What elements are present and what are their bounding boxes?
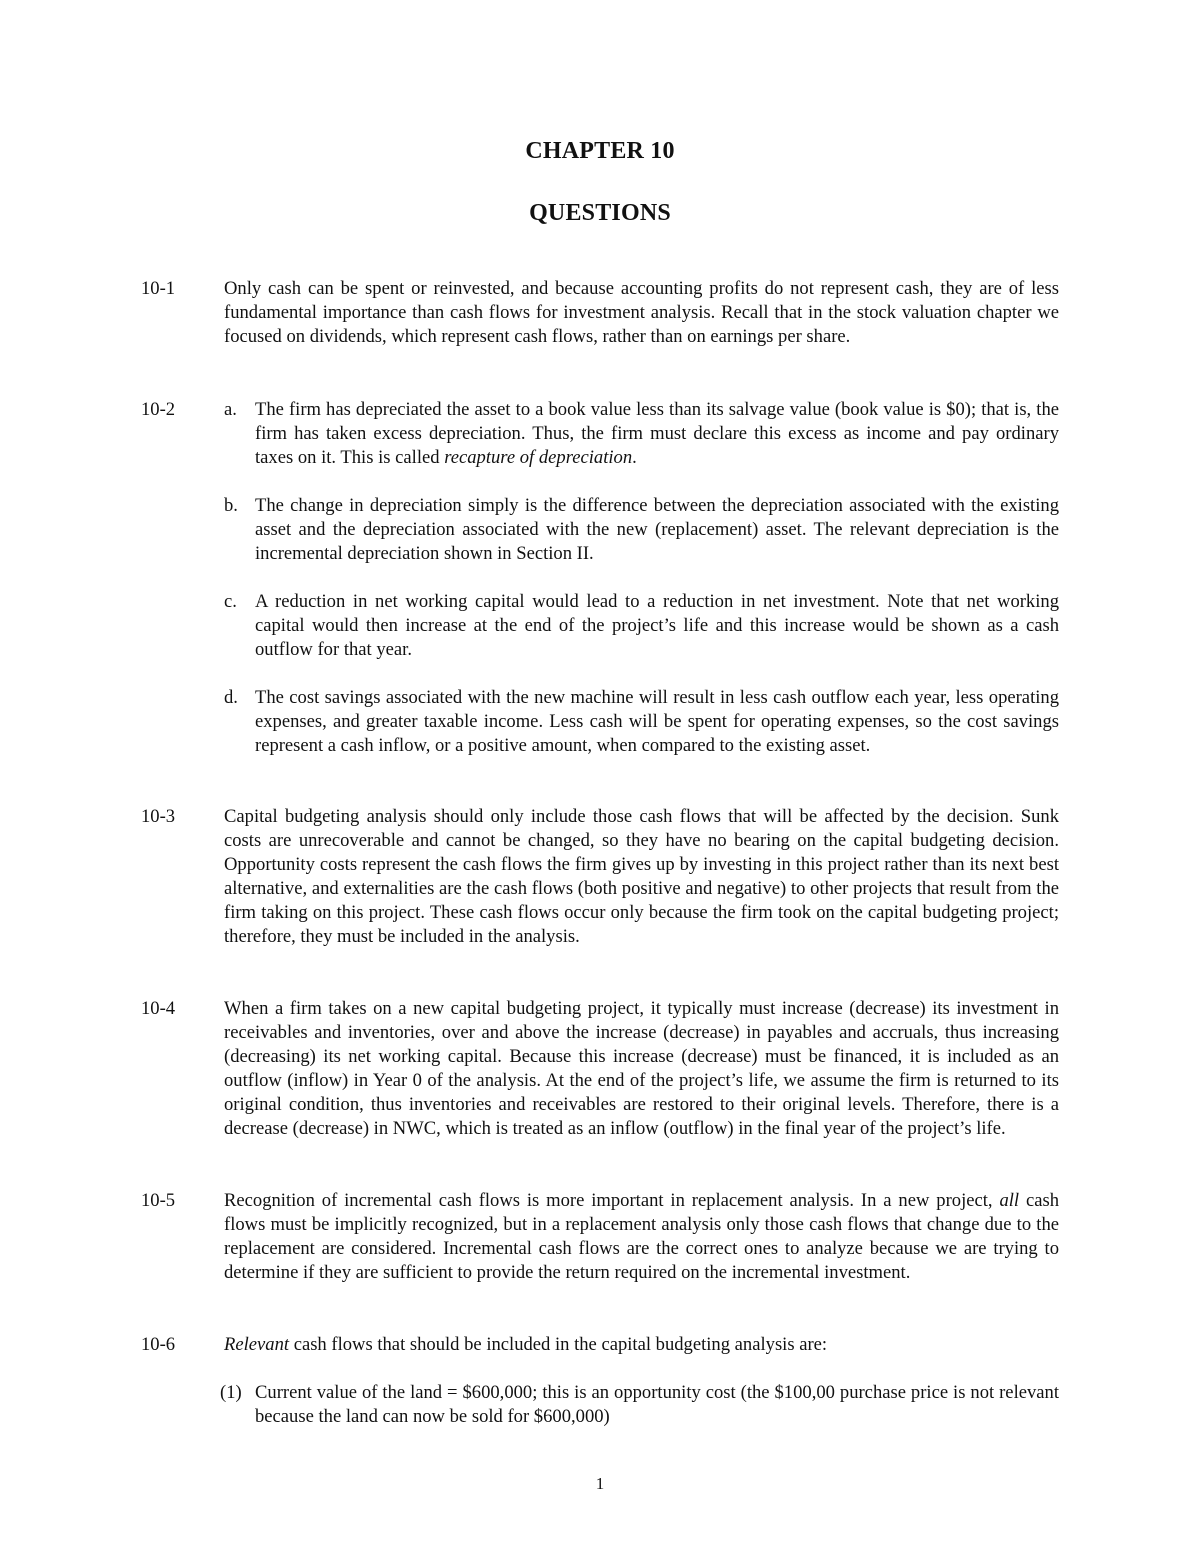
emphasis-text: all (999, 1190, 1020, 1211)
question-number: 10-2 (141, 399, 176, 420)
sub-answer-a (224, 398, 1059, 470)
question-answer (224, 997, 1059, 1141)
answer-text: Capital budgeting analysis should only include those cash flows that will be affected by the decision. Sunk costs are unrecoverable and cannot be changed, so they have no bearing on the capital budgeting decision. Opportunity costs represent the cash flows the firm gives up by investing in this project rather than its next best alternative, and externalities are the cash flows (both positive and negative) to other projects that result from the firm taking on this project. These cash flows occur only because the firm took on the capital budgeting project; therefore, they must be included in the analysis. (224, 806, 1059, 947)
sub-text: The cost savings associated with the new machine will result in less cash outflow each year, less operating expenses, and greater taxable income. Less cash will be spent for operating expenses, so the cost savings represent a cash inflow, or a positive amount, when compared to the existing asset. (255, 687, 1059, 756)
question-number: 10-4 (141, 998, 176, 1019)
question-number: 10-3 (141, 806, 176, 827)
question-10-6 (141, 1333, 1059, 1429)
list-item-1 (220, 1381, 1059, 1429)
sub-answer-c (224, 590, 1059, 662)
section-title: QUESTIONS (529, 200, 671, 226)
answer-text: Recognition of incremental cash flows is more important in replacement analysis. In a new project, all cash flows must be implicitly recognized, but in a replacement analysis only those cash flows that change due to the replacement are considered. Incremental cash flows are the correct ones to analyze because we are trying to determine if they are sufficient to provide the return required on the incremental investment. (224, 1190, 1059, 1283)
question-10-3 (141, 805, 1059, 949)
emphasis-text: recapture of depreciation (444, 447, 633, 468)
sub-text: A reduction in net working capital would lead to a reduction in net investment. Note that net working capital would then increase at the end of the project’s life and this increase would be shown as a cash outflow for that year. (255, 591, 1059, 660)
sub-answer-b (224, 494, 1059, 566)
question-number: 10-6 (141, 1334, 176, 1355)
chapter-title: CHAPTER 10 (525, 138, 675, 164)
answer-text: Only cash can be spent or reinvested, and because accounting profits do not represent cash, they are of less fundamental importance than cash flows for investment analysis. Recall that in the stock valuation chapter we focused on dividends, which represent cash flows, rather than on earnings per share. (224, 278, 1059, 347)
sub-label: b. (224, 495, 238, 516)
emphasis-text: Relevant (224, 1334, 290, 1355)
question-answer (224, 805, 1059, 949)
question-answer (224, 1189, 1059, 1285)
item-label: (1) (220, 1382, 242, 1403)
sub-text: The change in depreciation simply is the difference between the depreciation associated with the existing asset and the depreciation associated with the new (replacement) asset. The relevant depreciation is the incremental depreciation shown in Section II. (255, 495, 1059, 564)
question-answer (224, 277, 1059, 349)
sub-label: a. (224, 399, 237, 420)
sub-answer-d (224, 686, 1059, 758)
question-10-2 (141, 398, 1059, 758)
sub-text: The firm has depreciated the asset to a book value less than its salvage value (book value is $0); that is, the firm has taken excess depreciation. Thus, the firm must declare this excess as income and pay ordinary taxes on it. This is called recapture of depreciation. (255, 399, 1059, 468)
page-number: 1 (595, 1474, 605, 1493)
question-10-5 (141, 1189, 1059, 1285)
answer-intro: Relevant cash flows that should be included in the capital budgeting analysis are: (224, 1334, 828, 1355)
question-number: 10-5 (141, 1190, 176, 1211)
answer-text: When a firm takes on a new capital budgeting project, it typically must increase (decrease) its investment in receivables and inventories, over and above the increase (decrease) in payables and accruals, thus increasing (decreasing) its net working capital. Because this increase (decrease) must be financed, it is included as an outflow (inflow) in Year 0 of the analysis. At the end of the project’s life, we assume the firm is returned to its original condition, thus inventories and receivables are restored to their original levels. Therefore, there is a decrease (decrease) in NWC, which is treated as an inflow (outflow) in the final year of the project’s life. (224, 998, 1059, 1139)
question-10-1 (141, 277, 1059, 349)
question-10-4 (141, 997, 1059, 1141)
item-text: Current value of the land = $600,000; this is an opportunity cost (the $100,00 purchase price is not relevant because the land can now be sold for $600,000) (255, 1382, 1059, 1427)
sub-label: c. (224, 591, 237, 612)
sub-label: d. (224, 687, 238, 708)
question-number: 10-1 (141, 278, 176, 299)
